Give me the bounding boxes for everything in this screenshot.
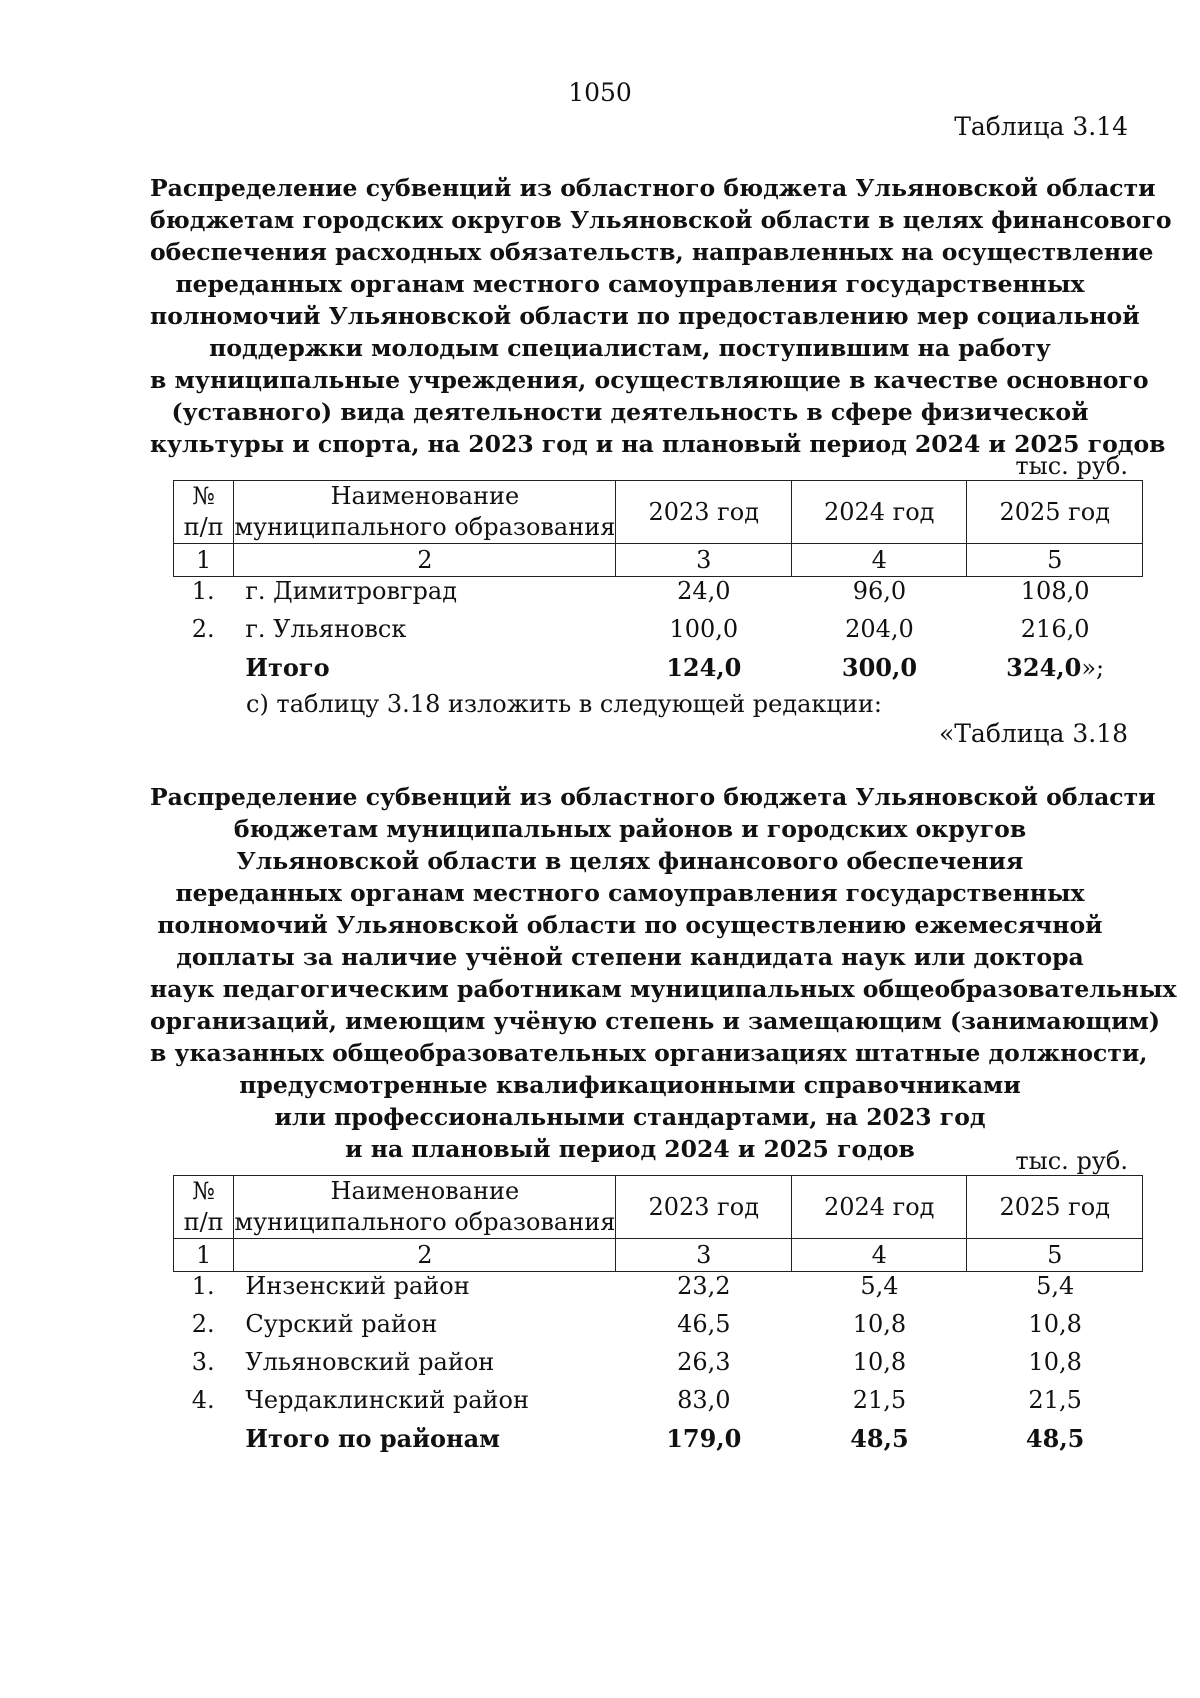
row-name: г. Ульяновск (245, 615, 407, 643)
index-cell: 4 (791, 544, 966, 577)
index-cell: 1 (174, 1239, 234, 1272)
title-line: бюджетам муниципальных районов и городских округов (233, 815, 1027, 843)
row-2023: 23,2 (677, 1272, 731, 1300)
title-line: (уставного) вида деятельности деятельность в сфере физической (171, 398, 1089, 426)
row-2025: 5,4 (1036, 1272, 1075, 1300)
total-2024: 48,5 (850, 1423, 909, 1453)
total-2025-value: 324,0 (1006, 652, 1082, 682)
total-label: Итого по районам (245, 1423, 501, 1453)
total-row (173, 1419, 1143, 1457)
total-2025 (967, 648, 1143, 686)
table-3-18-title (150, 781, 1177, 1165)
table-3-18-header (173, 1175, 1143, 1272)
title-line: полномочий Ульяновской области по осуществлению ежемесячной (157, 911, 1103, 939)
row-2024: 204,0 (845, 615, 914, 643)
total-label: Итого (245, 652, 330, 682)
row-2023: 83,0 (677, 1386, 731, 1414)
header-number-line2: п/п (183, 1208, 224, 1236)
table-row (173, 610, 1143, 648)
row-number: 1. (191, 577, 215, 605)
row-number: 3. (191, 1348, 215, 1376)
row-2023: 26,3 (677, 1348, 731, 1376)
table-row (173, 1381, 1143, 1419)
table-row (173, 1267, 1143, 1305)
header-number (174, 481, 234, 544)
row-name: Ульяновский район (245, 1348, 495, 1376)
title-line: предусмотренные квалификационными справочниками (239, 1071, 1021, 1099)
table-row (173, 572, 1143, 610)
title-line: поддержки молодым специалистам, поступившим на работу (209, 334, 1051, 362)
row-name: Чердаклинский район (245, 1386, 529, 1414)
row-2025: 21,5 (1028, 1386, 1082, 1414)
header-2024: 2024 год (791, 1176, 966, 1239)
row-2024: 96,0 (852, 577, 907, 605)
header-municipality-line1: Наименование (330, 1177, 520, 1205)
title-line: Распределение субвенций из областного бюджета Ульяновской области (150, 174, 1156, 202)
index-cell: 3 (616, 544, 791, 577)
header-municipality (234, 481, 616, 544)
row-2025: 10,8 (1028, 1348, 1082, 1376)
row-2023: 46,5 (677, 1310, 731, 1338)
table-3-14-header (173, 480, 1143, 577)
header-2025: 2025 год (967, 481, 1143, 544)
row-number: 2. (191, 615, 215, 643)
title-line: Ульяновской области в целях финансового обеспечения (236, 847, 1024, 875)
total-2025: 48,5 (1025, 1423, 1085, 1453)
row-2025: 108,0 (1020, 577, 1090, 605)
title-line: или профессиональными стандартами, на 2023 год (274, 1103, 986, 1131)
title-line: бюджетам городских округов Ульяновской области в целях финансового (150, 206, 1172, 234)
row-name: г. Димитровград (245, 577, 457, 605)
row-2024: 10,8 (852, 1348, 907, 1376)
row-name: Инзенский район (245, 1272, 470, 1300)
row-2024: 5,4 (860, 1272, 899, 1300)
row-2025: 10,8 (1028, 1310, 1082, 1338)
row-number: 4. (191, 1386, 215, 1414)
row-2025: 216,0 (1020, 615, 1090, 643)
total-2023: 124,0 (666, 652, 742, 682)
header-number-line2: п/п (183, 513, 224, 541)
header-2023: 2023 год (616, 481, 791, 544)
row-2024: 10,8 (852, 1310, 907, 1338)
title-line: культуры и спорта, на 2023 год и на плановый период 2024 и 2025 годов (150, 430, 1166, 458)
title-line: организаций, имеющим учёную степень и замещающим (занимающим) (150, 1007, 1161, 1035)
index-cell: 3 (616, 1239, 791, 1272)
title-line: доплаты за наличие учёной степени кандидата наук или доктора (176, 943, 1084, 971)
table-3-14-title (150, 172, 1172, 460)
units-label: тыс. руб. (1015, 1147, 1128, 1175)
row-2023: 24,0 (677, 577, 731, 605)
index-cell: 2 (234, 1239, 616, 1272)
table-row (173, 1343, 1143, 1381)
index-cell: 1 (174, 544, 234, 577)
table-3-18-ref: «Таблица 3.18 (938, 719, 1128, 748)
row-2023: 100,0 (669, 615, 739, 643)
table-3-18-body (173, 1267, 1143, 1457)
row-name: Сурский район (245, 1310, 438, 1338)
header-2024: 2024 год (791, 481, 966, 544)
units-label: тыс. руб. (1015, 452, 1128, 480)
total-row (173, 648, 1143, 686)
index-cell: 4 (791, 1239, 966, 1272)
row-number: 1. (191, 1272, 215, 1300)
total-2023: 179,0 (666, 1423, 742, 1453)
table-3-14-ref: Таблица 3.14 (954, 112, 1128, 141)
title-line: полномочий Ульяновской области по предоставлению мер социальной (150, 302, 1140, 330)
header-2023: 2023 год (616, 1176, 791, 1239)
header-number (174, 1176, 234, 1239)
page-number: 1050 (568, 78, 632, 107)
table-row (173, 1305, 1143, 1343)
header-municipality-line2: муниципального образования (234, 1208, 616, 1236)
row-2024: 21,5 (852, 1386, 907, 1414)
title-line: в муниципальные учреждения, осуществляющие в качестве основного (150, 366, 1149, 394)
header-municipality-line1: Наименование (330, 482, 520, 510)
row-number: 2. (191, 1310, 215, 1338)
title-line: переданных органам местного самоуправления государственных (175, 879, 1085, 907)
closing-quote: »; (1081, 653, 1105, 682)
header-municipality (234, 1176, 616, 1239)
title-line: Распределение субвенций из областного бюджета Ульяновской области (150, 783, 1156, 811)
header-number-line1: № (192, 1177, 215, 1205)
index-cell: 5 (967, 1239, 1143, 1272)
header-municipality-line2: муниципального образования (234, 513, 616, 541)
header-number-line1: № (192, 482, 215, 510)
table-3-14-body (173, 572, 1143, 686)
title-line: и на плановый период 2024 и 2025 годов (345, 1135, 915, 1163)
header-2025: 2025 год (967, 1176, 1143, 1239)
title-line: переданных органам местного самоуправления государственных (175, 270, 1085, 298)
index-cell: 2 (234, 544, 616, 577)
total-2024: 300,0 (841, 652, 918, 682)
title-line: наук педагогическим работникам муниципальных общеобразовательных (150, 975, 1177, 1003)
title-line: в указанных общеобразовательных организациях штатные должности, (150, 1039, 1148, 1067)
amendment-paragraph: c) таблицу 3.18 изложить в следующей редакции: (246, 690, 882, 718)
title-line: обеспечения расходных обязательств, направленных на осуществление (150, 238, 1154, 266)
index-cell: 5 (967, 544, 1143, 577)
